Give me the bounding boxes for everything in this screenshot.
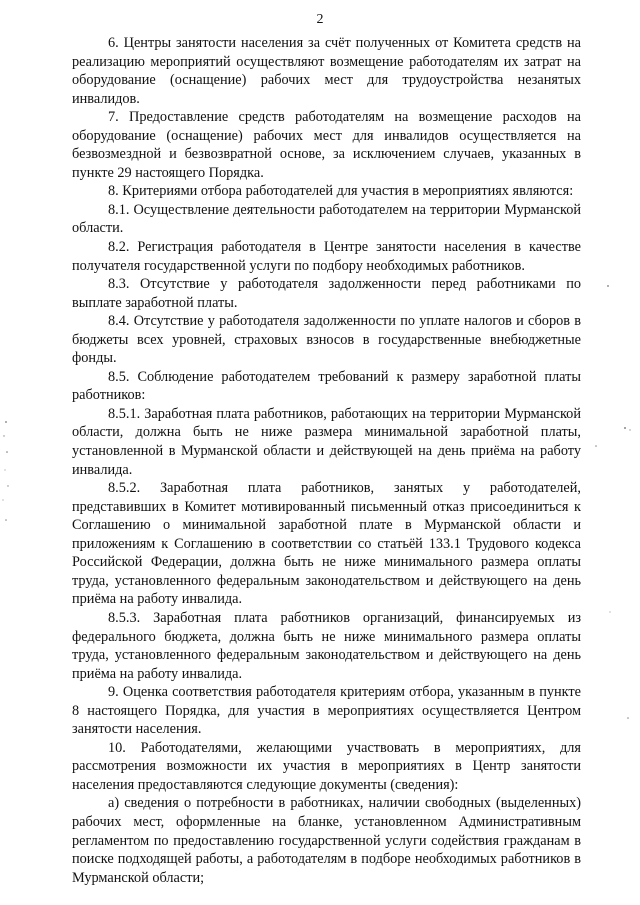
- paragraph-8-5-3: 8.5.3. Заработная плата работников организаций, финансируемых из федерального бюджета, должна быть не ниже минимального размера оплаты труда, установленного федеральным законодательством и действующего на день приёма на работу инвалида.: [72, 609, 581, 682]
- paragraph-8-5-2: 8.5.2. Заработная плата работников, занятых у работодателей, представивших в Комитет мотивированный письменный отказ присоединиться к Соглашению о минимальной заработной плате в Мурманской области и приложениям к Соглашению в соответствии со статьёй 133.1 Трудового кодекса Российской Федерации, должна быть не ниже минимального размера оплаты труда, установленного федеральным законодательством и действующего на день приёма на работу инвалида.: [72, 480, 581, 608]
- page-number: 2: [316, 12, 324, 27]
- paragraph-10: 10. Работодателями, желающими участвовать в мероприятиях, для рассмотрения возможности их участия в мероприятиях в Центр занятости населения предоставляются следующие документы (сведения):: [72, 739, 581, 793]
- paragraph-10-a: а) сведения о потребности в работниках, наличии свободных (выделенных) рабочих мест, оформленные на бланке, установленном Административным регламентом по предоставлению государственной услуги содействия гражданам в поиске подходящей работы, а работодателям в подборе необходимых работников в Мурманской области;: [72, 795, 581, 886]
- paragraph-8-4: 8.4. Отсутствие у работодателя задолженности по уплате налогов и сборов в бюджеты всех уровней, страховых взносов в государственные внебюджетные фонды.: [72, 313, 581, 367]
- paragraph-8-1: 8.1. Осуществление деятельности работодателем на территории Мурманской области.: [72, 201, 581, 237]
- paragraph-6: 6. Центры занятости населения за счёт полученных от Комитета средств на реализацию мероприятий осуществляют возмещение работодателям их затрат на оборудование (оснащение) рабочих мест для трудоустройства незанятых инвалидов.: [72, 35, 581, 107]
- paragraph-8-5-1: 8.5.1. Заработная плата работников, работающих на территории Мурманской области, должна быть не ниже размера минимальной заработной платы, установленной в Мурманской области и действующей на день приёма на работу инвалида.: [72, 405, 581, 478]
- paragraph-8-3: 8.3. Отсутствие у работодателя задолженности перед работниками по выплате заработной платы.: [72, 276, 581, 311]
- paragraph-8: 8. Критериями отбора работодателей для участия в мероприятиях являются:: [108, 183, 574, 200]
- paragraph-8-2: 8.2. Регистрация работодателя в Центре занятости населения в качестве получателя государственной услуги по подбору необходимых работников.: [72, 239, 581, 274]
- paragraph-8-5: 8.5. Соблюдение работодателем требований к размеру заработной платы работников:: [72, 368, 581, 404]
- paragraph-7: 7. Предоставление средств работодателям на возмещение расходов на оборудование (оснащение) рабочих мест для инвалидов осуществляется на безвозмездной и безвозвратной основе, за исключением случаев, указанных в пункте 29 настоящего Порядка.: [72, 109, 581, 181]
- document-body: [72, 34, 581, 887]
- paragraph-9: 9. Оценка соответствия работодателя критериям отбора, указанным в пункте 8 настоящего Порядка, для участия в мероприятиях осуществляется Центром занятости населения.: [72, 684, 581, 738]
